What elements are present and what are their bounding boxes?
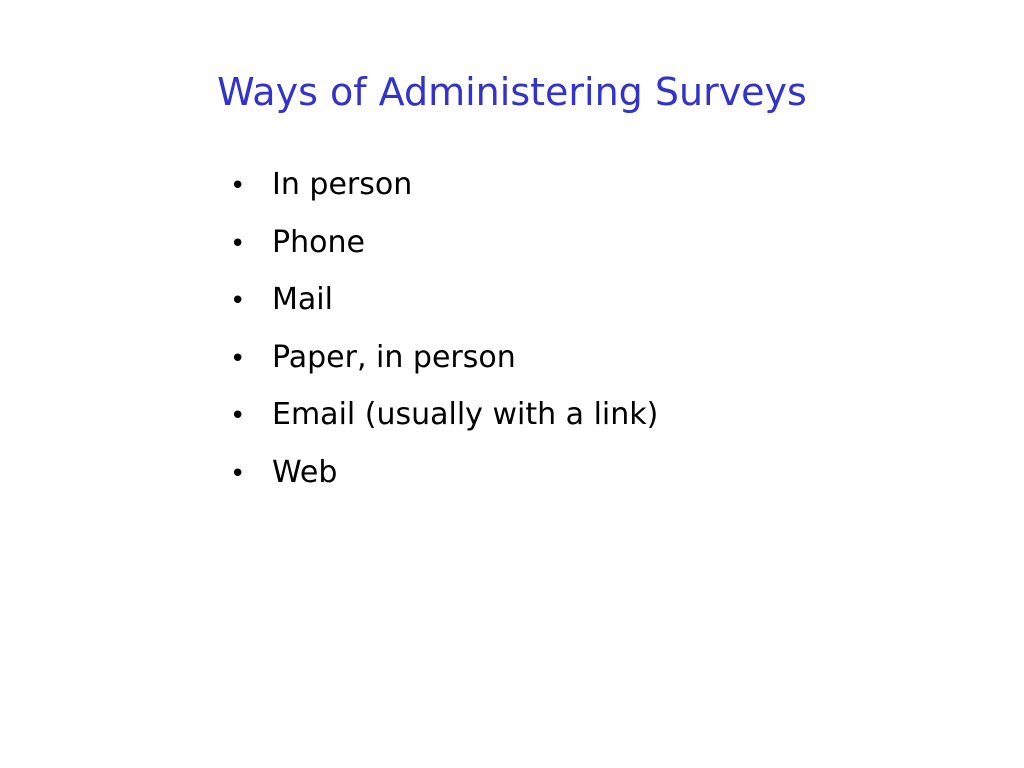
list-item-text: In person [272, 167, 413, 202]
list-item-text: Phone [272, 224, 365, 260]
bullet-icon: • [230, 343, 246, 374]
list-item [228, 162, 658, 220]
bullet-icon: • [230, 458, 246, 489]
list-item [228, 277, 658, 335]
list-item-text: Mail [272, 282, 333, 317]
list-item-text: Web [272, 454, 338, 490]
bullet-icon: • [230, 228, 246, 259]
bullet-icon: • [230, 286, 246, 316]
list-item [228, 220, 658, 278]
list-item [228, 335, 658, 393]
bullet-list [228, 162, 658, 507]
bullet-icon: • [230, 171, 246, 201]
bullet-icon: • [230, 401, 246, 431]
slide-title: Ways of Administering Surveys [217, 70, 807, 114]
list-item [228, 392, 658, 450]
list-item-text: Email (usually with a link) [272, 397, 659, 432]
list-item-text: Paper, in person [272, 339, 516, 375]
list-item [228, 450, 658, 508]
